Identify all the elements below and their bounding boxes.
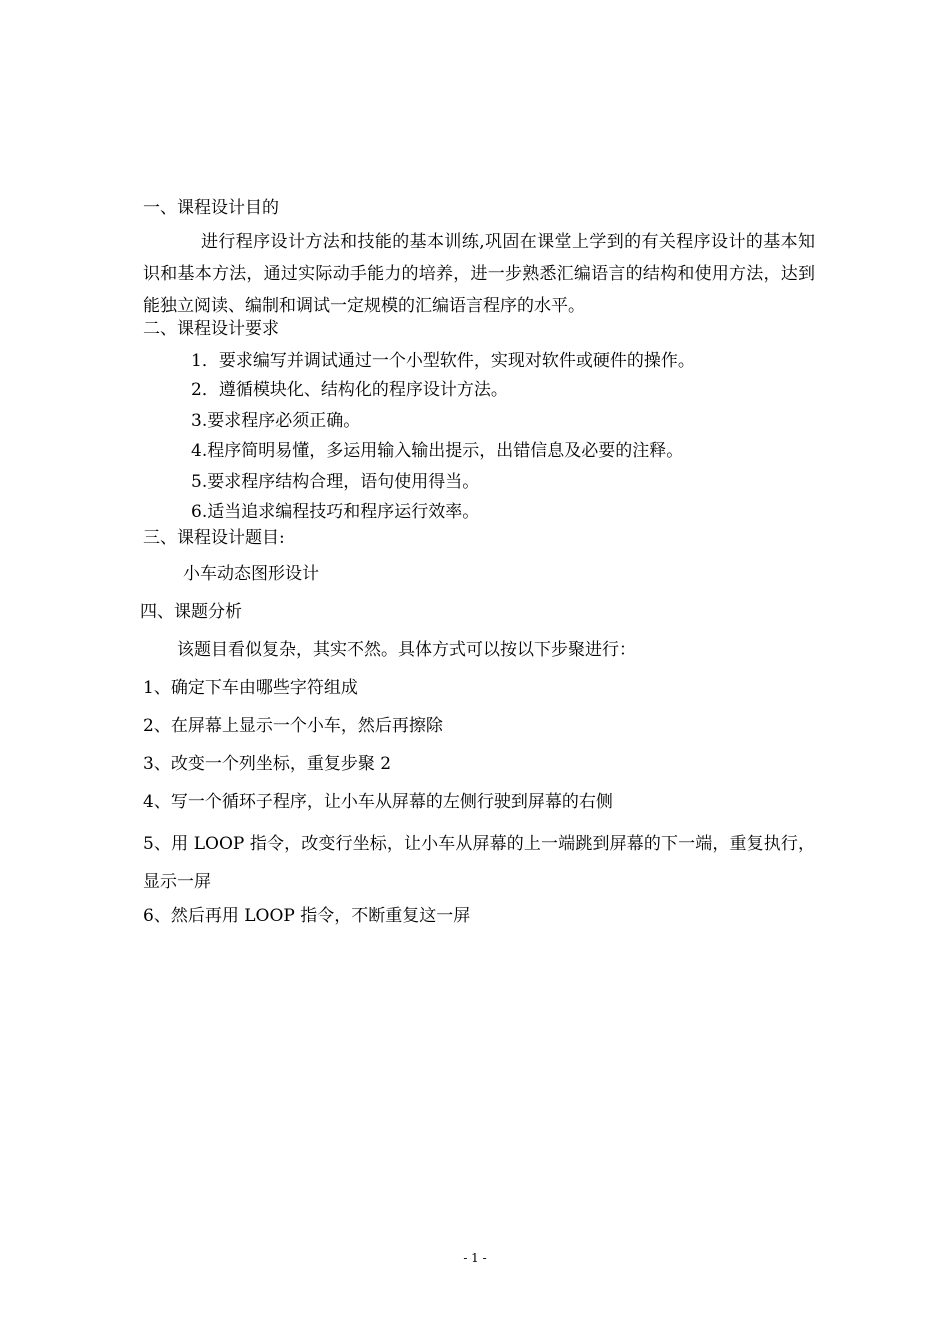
requirement-item-3: 3.要求程序必须正确。 xyxy=(191,411,361,431)
section2-heading: 二、课程设计要求 xyxy=(143,319,279,339)
requirement-item-5: 5.要求程序结构合理，语句使用得当。 xyxy=(191,472,480,492)
analysis-step-5: 5、用 LOOP 指令，改变行坐标，让小车从屏幕的上一端跳到屏幕的下一端，重复执行，显示一屏 xyxy=(143,834,815,892)
requirement-item-4: 4.程序简明易懂，多运用输入输出提示，出错信息及必要的注释。 xyxy=(191,441,684,461)
analysis-step-1: 1、确定下车由哪些字符组成 xyxy=(143,678,358,698)
analysis-step-3: 3、改变一个列坐标，重复步聚 2 xyxy=(143,754,392,774)
section3-heading: 三、课程设计题目: xyxy=(143,528,285,548)
requirement-item-6: 6.适当追求编程技巧和程序运行效率。 xyxy=(191,502,480,522)
analysis-step-2: 2、在屏幕上显示一个小车，然后再擦除 xyxy=(143,716,443,736)
analysis-step-4: 4、写一个循环子程序，让小车从屏幕的左侧行驶到屏幕的右侧 xyxy=(143,792,613,812)
section1-paragraph: 进行程序设计方法和技能的基本训练,巩固在课堂上学到的有关程序设计的基本知识和基本方法，通过实际动手能力的培养，进一步熟悉汇编语言的结构和使用方法，达到能独立阅读、编制和调试一定规模的汇编语言程序的水平。 xyxy=(143,232,815,316)
analysis-intro: 该题目看似复杂，其实不然。具体方式可以按以下步聚进行： xyxy=(177,640,636,660)
design-title: 小车动态图形设计 xyxy=(183,564,319,584)
page-number: - 1 - xyxy=(463,1251,487,1265)
requirement-item-2: 2．遵循模块化、结构化的程序设计方法。 xyxy=(191,380,508,400)
section4-heading: 四、课题分析 xyxy=(140,602,242,622)
section1-heading: 一、课程设计目的 xyxy=(143,198,279,218)
requirement-item-1: 1．要求编写并调试通过一个小型软件，实现对软件或硬件的操作。 xyxy=(191,351,695,371)
analysis-step-6: 6、然后再用 LOOP 指令，不断重复这一屏 xyxy=(143,906,471,926)
